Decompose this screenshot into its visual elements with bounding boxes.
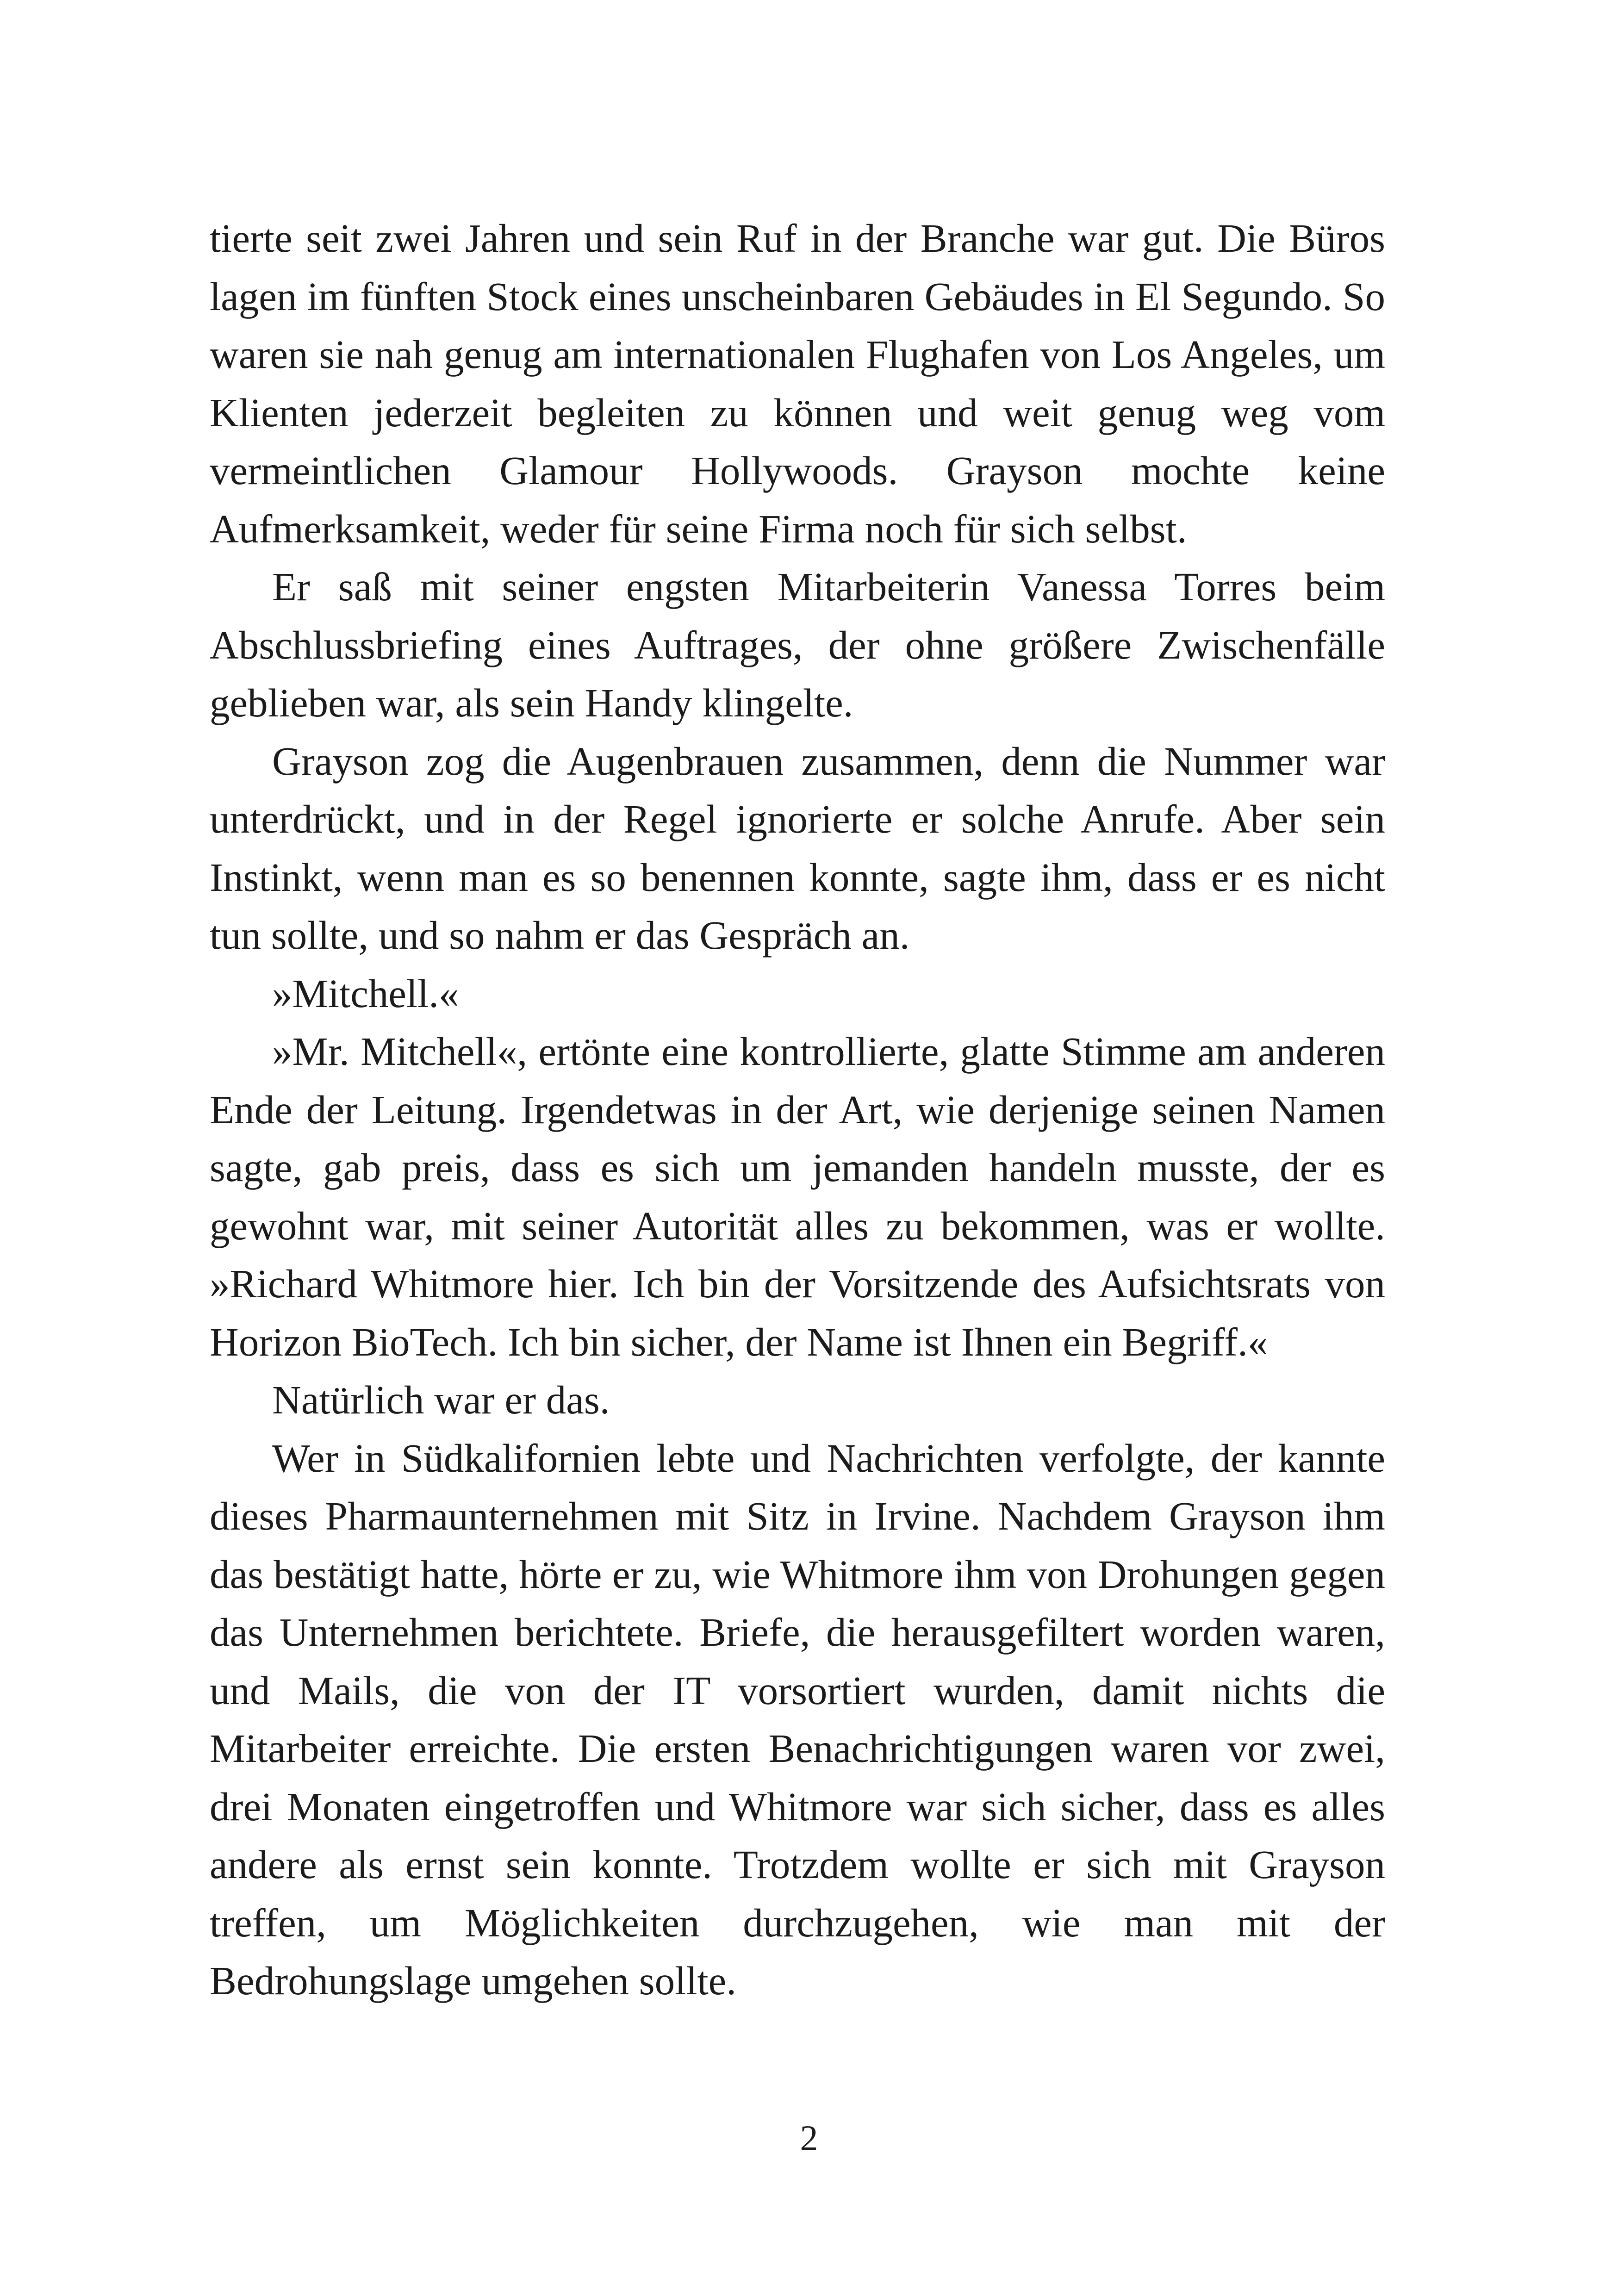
paragraph-2: Er saß mit seiner engsten Mitarbeiterin Vanessa Torres beim Abschlussbriefing eines Auftrages, der ohne größere Zwischenfälle geblieben war, als sein Handy klingelte. — [210, 564, 1385, 725]
paragraph-4: »Mitchell.« — [272, 971, 459, 1016]
page-number: 2 — [800, 2118, 818, 2158]
paragraph-7: Wer in Südkalifornien lebte und Nachrichten verfolgte, der kannte dieses Pharmaunternehmen mit Sitz in Irvine. Nachdem Grayson ihm das bestätigt hatte, hörte er zu, wie Whitmore ihm von Drohungen gegen das Unternehmen berichtete. Briefe, die herausgefiltert worden waren, und Mails, die von der IT vorsortiert wurden, damit nichts die Mitarbeiter erreichte. Die ersten Benachrichtigungen waren vor zwei, drei Monaten eingetroffen und Whitmore war sich sicher, dass es alles andere als ernst sein konnte. Trotzdem wollte er sich mit Grayson treffen, um Möglichkeiten durchzugehen, wie man mit der Bedrohungslage umgehen sollte. — [210, 1435, 1385, 2003]
paragraph-5: »Mr. Mitchell«, ertönte eine kontrollierte, glatte Stimme am anderen Ende der Leitung. Irgendetwas in der Art, wie derjenige seinen Namen sagte, gab preis, dass es sich um jemanden handeln musste, der es gewohnt war, mit seiner Autorität alles zu bekommen, was er wollte. »Richard Whitmore hier. Ich bin der Vorsitzende des Aufsichtsrats von Horizon BioTech. Ich bin sicher, der Name ist Ihnen ein Begriff.« — [210, 1029, 1385, 1364]
paragraph-1: tierte seit zwei Jahren und sein Ruf in der Branche war gut. Die Büros lagen im fünften Stock eines unscheinbaren Gebäudes in El Segundo. So waren sie nah genug am internationalen Flughafen von Los Angeles, um Klienten jederzeit begleiten zu können und weit genug weg vom vermeintlichen Glamour Hollywoods. Grayson mochte keine Aufmerksamkeit, weder für seine Firma noch für sich selbst. — [210, 216, 1385, 551]
paragraph-3: Grayson zog die Augenbrauen zusammen, denn die Nummer war unterdrückt, und in der Regel ignorierte er solche Anrufe. Aber sein Instinkt, wenn man es so benennen konnte, sagte ihm, dass er es nicht tun sollte, und so nahm er das Gespräch an. — [210, 738, 1385, 958]
paragraph-6: Natürlich war er das. — [272, 1377, 610, 1422]
body-text — [210, 209, 1385, 2010]
